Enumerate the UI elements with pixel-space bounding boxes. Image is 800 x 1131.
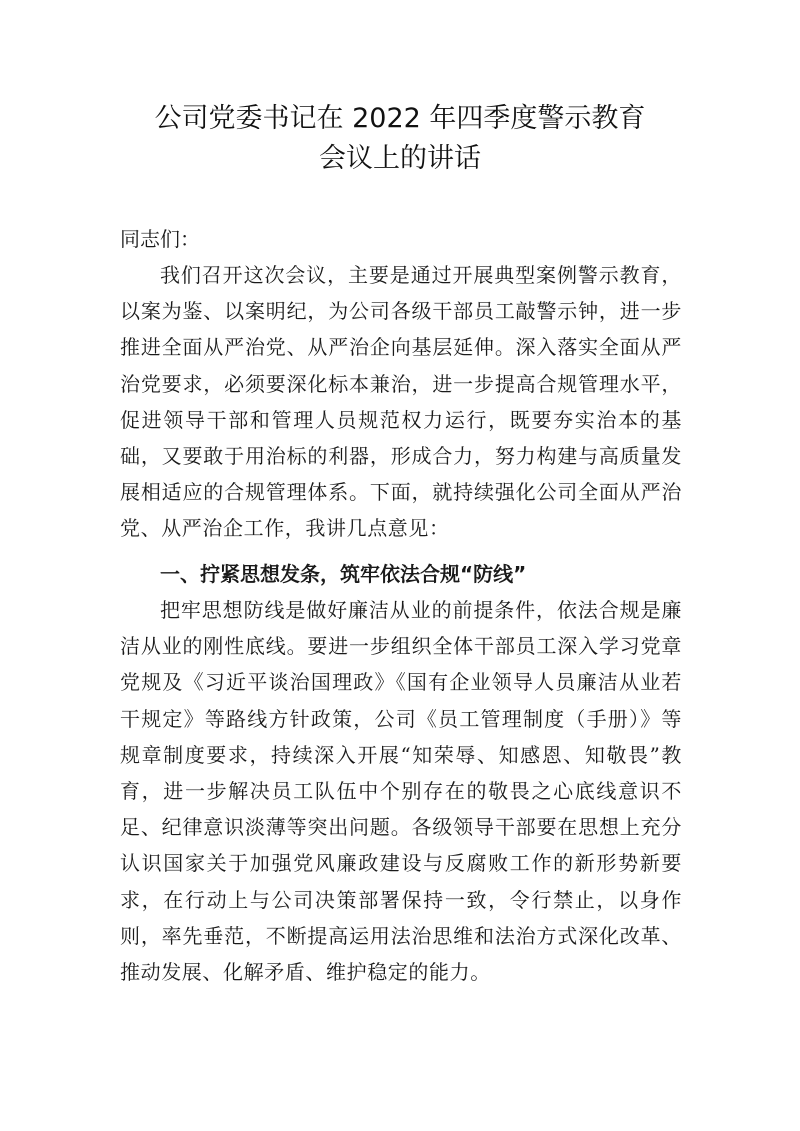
document-title-line-2: 会议上的讲话 [319,143,481,174]
section-heading-1: 一、拧紧思想发条，筑牢依法合规“防线” [160,562,527,586]
document-title-line-1: 公司党委书记在 2022 年四季度警示教育 [154,103,646,134]
salutation: 同志们： [120,227,200,251]
paragraph-section-1: 把牢思想防线是做好廉洁从业的前提条件，依法合规是廉洁从业的刚性底线。要进一步组织全体干部员工深入学习党章党规及《习近平谈治国理政》《国有企业领导人员廉洁从业若干规定》等路线方针政策，公司《员工管理制度（手册）》等规章制度要求，持续深入开展“知荣辱、知感恩、知敬畏”教育，进一步解决员工队伍中个别存在的敬畏之心底线意识不足、纪律意识淡薄等突出问题。各级领导干部要在思想上充分认识国家关于加强党风廉政建设与反腐败工作的新形势新要求，在行动上与公司决策部署保持一致，令行禁止，以身作则，率先垂范，不断提高运用法治思维和法治方式深化改革、推动发展、化解矛盾、维护稳定的能力。 [120,598,682,985]
paragraph-introduction: 我们召开这次会议，主要是通过开展典型案例警示教育，以案为鉴、以案明纪，为公司各级干部员工敲警示钟，进一步推进全面从严治党、从严治企向基层延伸。深入落实全面从严治党要求，必须要深化标本兼治，进一步提高合规管理水平，促进领导干部和管理人员规范权力运行，既要夯实治本的基础，又要敢于用治标的利器，形成合力，努力构建与高质量发展相适应的合规管理体系。下面，就持续强化公司全面从严治党、从严治企工作，我讲几点意见： [120,263,682,541]
